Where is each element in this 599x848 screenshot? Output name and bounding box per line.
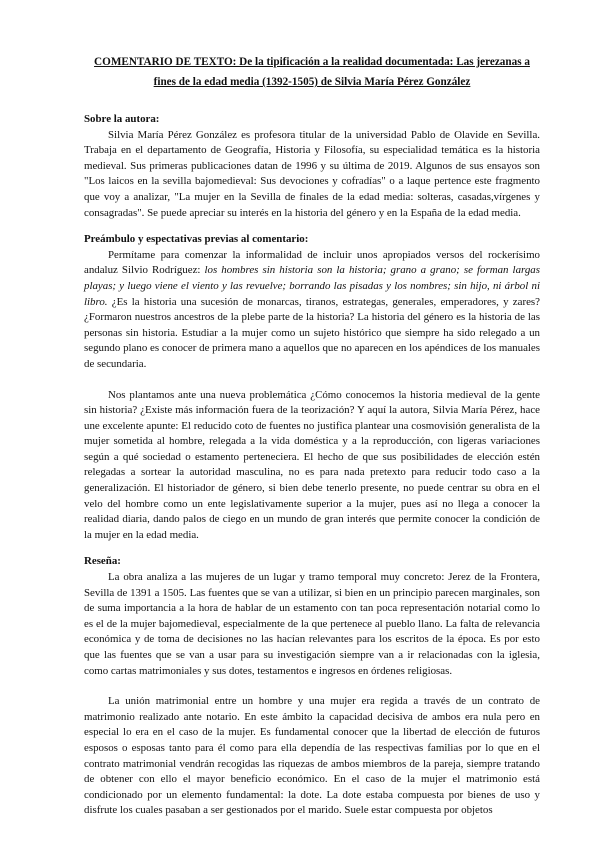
section-heading-review: Reseña: <box>84 555 121 568</box>
paragraph-author-bio: Silvia María Pérez González es profesora titular de la universidad Pablo de Olavide en Sevilla. Trabaja en el departamento de Geografía, Historia y Filosofía, su especialidad temática es la historia medieval. Sus primeras publicaciones datan de 1996 y su última de 2019. Algunos de sus ensayos son "Los laicos en la sevilla bajomedieval: Sus devociones y cofradías" o a laque pertence este fragmento que voy a analizar, "La mujer en la Sevilla de finales de la edad media: solteras, casadas,vírgenes y consagradas". Se puede apreciar su interés en la historia del género y en la España de la edad media. <box>84 128 540 219</box>
document-title: COMENTARIO DE TEXTO: De la tipificación a la realidad documentada: Las jerezanas a fines de la edad media (1392-1505) de Silvia María Pérez González <box>94 56 530 88</box>
song-lyrics-quote: los hombres sin historia son la historia; grano a grano; se forman largas playas; y luego viene el viento y las revuelve; borrando las pisadas y los nombres; sin hijo, ni árbol ni libro. <box>84 264 540 308</box>
paragraph-preamble-intro <box>84 248 540 373</box>
section-heading-author: Sobre la autora: <box>84 113 160 125</box>
paragraph-review-sources: La obra analiza a las mujeres de un lugar y tramo temporal muy concreto: Jerez de la Frontera, Sevilla de 1391 a 1505. Las fuentes que se van a utilizar, si bien en un principio parecen marginales, son de suma importancia a la hora de hablar de un estamento con tan poca representación notarial como lo es el de la mujer bajomedieval, especialmente de la que pertenece al pueblo llano. La falta de relevancia económica y de toma de decisiones no las hacían relevantes para los escritos de la época. Es por esto que las fuentes que se van a usar para su investigación siempre van a ir relacionadas con la iglesia, como cartas matrimoniales y sus dotes, testamentos e ingresos en órdenes religiosas. <box>84 571 540 677</box>
paragraph-review-marriage: La unión matrimonial entre un hombre y una mujer era regida a través de un contrato de matrimonio realizado ante notario. En este ámbito la capacidad decisiva de ambos era nula pero en especial lo era en el caso de la mujer. Es fundamental conocer que la libertad de elección de futuros esposos o esposas tanto para él como para ella dependía de las respectivas familias por lo que en el contrato matrimonial vendrán recogidas las riquezas de ambos miembros de la pareja, siempre tratando de obtener con ello el mayor beneficio económico. En el caso de la mujer el matrimonio está condicionado por un elemento fundamental: la dote. La dote estaba compuesta por bienes de uso y disfrute los cuales pasaban a ser gestionados por el marido. Suele estar compuesta por objetos <box>84 695 540 817</box>
section-review <box>84 554 540 819</box>
section-preamble <box>84 232 540 543</box>
section-about-author <box>84 112 540 221</box>
document-page <box>84 52 540 819</box>
preamble-text-after-quote: ¿Es la historia una sucesión de monarcas, tiranos, estrategas, generales, emperadores, y zares? ¿Formaron nuestros ancestros de la plebe parte de la historia? La historia del género es la historia de las personas sin historia. Estudiar a la mujer como un sujeto histórico que siempre ha sido relegado a un segundo plano es conocer de primera mano a aquellos que no aparecen en los apéndices de los manuales de secundaria. <box>84 295 540 370</box>
paragraph-problematic: Nos plantamos ante una nueva problemática ¿Cómo conocemos la historia medieval de la gente sin historia? ¿Existe más información fuera de la teorización? Y aquí la autora, Silvia María Pérez, hace une excelente apunte: El reducido coto de fuentes no justifica plantear una cosmovisión generalista de la mujer sometida al hombre, relegada a la vida doméstica y a la reproducción, con ligeras variaciones según a qué sociedad o estamento perteneciera. El hecho de que sus posibilidades de elección estén relegadas a sortear la autoridad masculina, no es para nada pretexto para reducir todo caso a la generalización. El historiador de género, si bien debe tenerlo presente, no puede centrar su obra en el velo del hombre como un ente legislativamente superior a la mujer, pues así no llega a conocer la realidad diaria, dando palos de ciego en un mundo de gran interés que permite conocer la condición de la mujer en la edad media. <box>84 388 540 541</box>
preamble-text-before-quote: Permítame para comenzar la informalidad de incluir unos apropiados versos del rockerísimo andaluz Silvio Rodríguez: <box>84 248 540 277</box>
section-heading-preamble: Preámbulo y espectativas previas al comentario: <box>84 233 309 246</box>
